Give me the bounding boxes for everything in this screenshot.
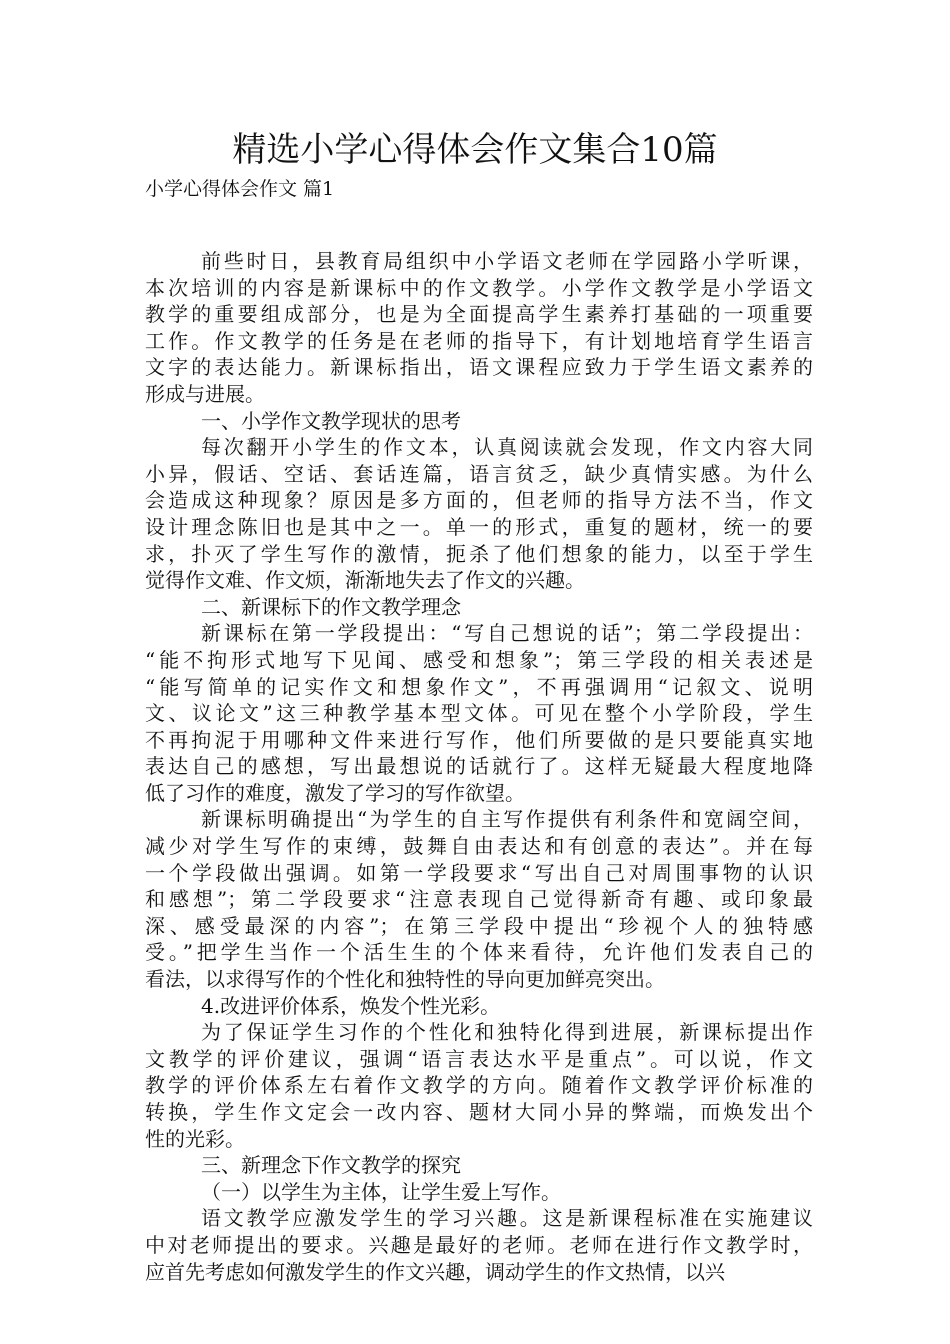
text-line: 低了习作的难度，激发了学习的写作欲望。 xyxy=(145,780,525,805)
text-line: 小异，假话、空话、套话连篇，语言贫乏，缺少真情实感。为什么 xyxy=(145,461,813,486)
text-line: 三、新理念下作文教学的探究 xyxy=(201,1153,461,1178)
document-title: 精选小学心得体会作文集合10篇 xyxy=(232,130,718,170)
text-line: 转换，学生作文定会一改内容、题材大同小异的弊端，而焕发出个 xyxy=(145,1100,813,1124)
text-line: 教学的评价体系左右着作文教学的方向。随着作文教学评价标准的 xyxy=(145,1073,813,1098)
text-line: 前些时日，县教育局组织中小学语文老师在学园路小学听课， xyxy=(201,249,813,273)
text-line: 表达自己的感想，写出最想说的话就行了。这样无疑最大程度地降 xyxy=(145,754,813,779)
text-line: 二、新课标下的作文教学理念 xyxy=(201,594,461,619)
text-line: 设计理念陈旧也是其中之一。单一的形式，重复的题材，统一的要 xyxy=(145,514,813,539)
text-line: 会造成这种现象？原因是多方面的，但老师的指导方法不当，作文 xyxy=(145,488,813,513)
text-line: 为了保证学生习作的个性化和独特化得到进展，新课标提出作 xyxy=(201,1020,813,1045)
text-line: 语文教学应激发学生的学习兴趣。这是新课程标准在实施建议 xyxy=(201,1206,813,1231)
text-line: 每次翻开小学生的作文本，认真阅读就会发现，作文内容大同 xyxy=(201,435,813,460)
text-line: “能写简单的记实作文和想象作文”，不再强调用“记叙文、说明 xyxy=(145,674,813,699)
text-line: 文教学的评价建议，强调“语言表达水平是重点”。可以说，作文 xyxy=(145,1046,813,1071)
text-line: 一、小学作文教学现状的思考 xyxy=(201,408,461,433)
text-line: 看法，以求得写作的个性化和独特性的导向更加鲜亮突出。 xyxy=(145,967,665,992)
text-line: 减少对学生写作的束缚，鼓舞自由表达和有创意的表达”。并在每 xyxy=(145,834,813,859)
text-line: 工作。作文教学的任务是在老师的指导下，有计划地培育学生语言 xyxy=(145,328,813,353)
text-line: 4.改进评价体系，焕发个性光彩。 xyxy=(201,993,501,1018)
text-line: 新课标明确提出“为学生的自主写作提供有利条件和宽阔空间， xyxy=(201,807,813,832)
text-line: 教学的重要组成部分，也是为全面提高学生素养打基础的一项重要 xyxy=(145,302,813,327)
text-line: 形成与进展。 xyxy=(145,381,265,406)
text-line: 文字的表达能力。新课标指出，语文课程应致力于学生语文素养的 xyxy=(145,355,813,380)
text-line: 中对老师提出的要求。兴趣是最好的老师。老师在进行作文教学时， xyxy=(145,1232,813,1257)
text-line: 性的光彩。 xyxy=(145,1126,245,1151)
text-line: 和感想”；第二学段要求“注意表现自己觉得新奇有趣、或印象最 xyxy=(145,887,813,912)
text-line: “能不拘形式地写下见闻、感受和想象”；第三学段的相关表述是 xyxy=(145,647,813,672)
text-line: 不再拘泥于用哪种文件来进行写作，他们所要做的是只要能真实地 xyxy=(145,727,813,752)
text-line: （一）以学生为主体，让学生爱上写作。 xyxy=(201,1179,561,1204)
document-body xyxy=(145,248,813,1285)
text-line: 本次培训的内容是新课标中的作文教学。小学作文教学是小学语文 xyxy=(145,275,813,300)
text-line: 深、感受最深的内容”；在第三学段中提出“珍视个人的独特感 xyxy=(145,913,813,938)
text-line: 觉得作文难、作文烦，渐渐地失去了作文的兴趣。 xyxy=(145,568,585,593)
text-line: 受。”把学生当作一个活生生的个体来看待，允许他们发表自己的 xyxy=(145,940,813,965)
text-line: 文、议论文”这三种教学基本型文体。可见在整个小学阶段，学生 xyxy=(145,701,813,726)
text-line: 应首先考虑如何激发学生的作文兴趣，调动学生的作文热情，以兴 xyxy=(145,1259,725,1284)
text-line: 求，扑灭了学生写作的激情，扼杀了他们想象的能力，以至于学生 xyxy=(145,541,813,566)
text-line: 一个学段做出强调。如第一学段要求“写出自己对周围事物的认识 xyxy=(145,860,813,885)
text-line: 新课标在第一学段提出：“写自己想说的话”；第二学段提出： xyxy=(201,621,813,646)
section-subtitle: 小学心得体会作文 篇1 xyxy=(145,178,335,200)
